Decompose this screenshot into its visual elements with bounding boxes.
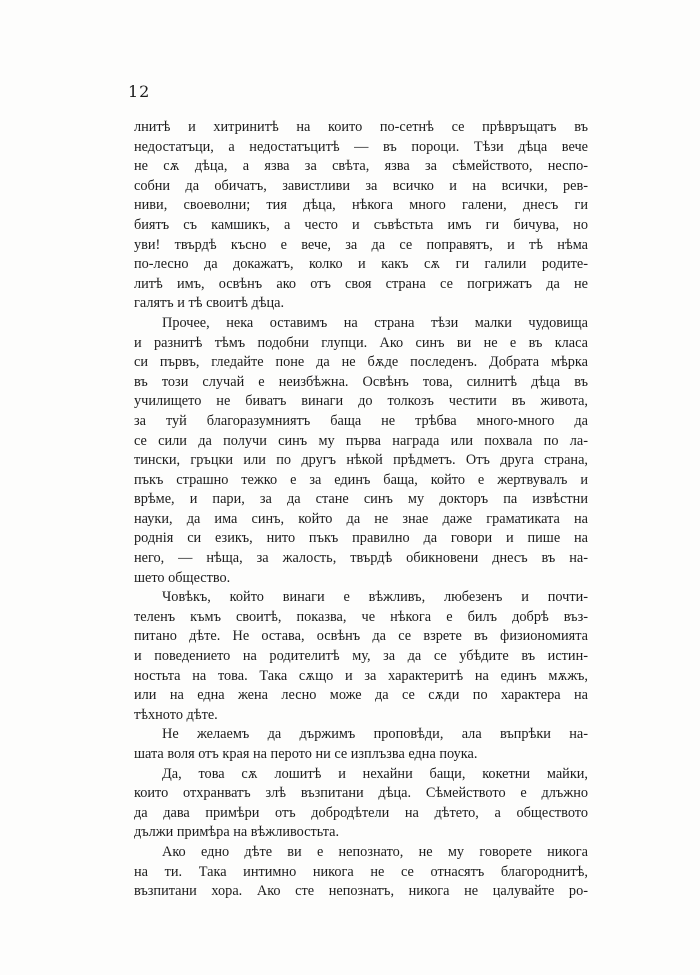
text-line: да дава примѣри отъ добродѣтели на дѣтето, а обществото [134,804,588,821]
text-line: Човѣкъ, който винаги е вѣжливъ, любезенъ и почти- [162,589,588,606]
text-line: собни да обичатъ, завистливи за всичко и на всички, рев- [134,177,588,194]
paragraph [134,843,588,902]
text-line: галятъ и тѣ своитѣ дѣца. [134,295,285,312]
page-number: 12 [128,82,151,101]
text-line: тински, гръцки или по другъ нѣкой прѣдметъ. Отъ друга страна, [134,452,588,469]
paragraph [134,314,588,588]
text-line: тѣхното дѣте. [134,706,218,723]
text-line: роднія си езикъ, нито пъкъ правилно да говори и пише на [134,530,588,547]
text-line: теленъ къмъ своитѣ, показва, че нѣкога е билъ добрѣ въз- [134,608,588,625]
text-line: които отхранватъ злѣ възпитани дѣца. Сѣмейството е длъжно [134,785,588,802]
text-line: уви! твърдѣ късно е вече, за да се поправятъ, и тѣ нѣма [134,236,588,253]
text-line: врѣме, и пари, за да стане синъ му докторъ па извѣстни [134,491,588,508]
text-line: шата воля отъ края на перото ни се изплъзва една поука. [134,746,478,762]
text-line: ностьта на това. Така сѫщо и за характеритѣ на единъ мѫжъ, [134,667,588,684]
text-line: се сили да получи синъ му първа награда или похвала по ла- [134,432,588,449]
paragraph [134,765,588,843]
text-line: лнитѣ и хитринитѣ на които по-сетнѣ се прѣвръщатъ въ [134,119,588,135]
text-line: не сѫ дѣца, а язва за свѣта, язва за сѣмейството, неспо- [134,158,588,175]
paragraph [134,725,588,764]
text-line: литѣ имъ, освѣнъ ако отъ своя страна се погрижатъ да не [134,275,588,292]
text-line: на ти. Така интимно никога не се отнасятъ благороднитѣ, [134,863,588,880]
text-line: ниви, своеволни; тия дѣца, нѣкога много галени, днесъ ги [134,197,588,214]
text-line: и разнитѣ тѣмъ подобни глупци. Ако синъ ви не е въ класа [134,334,588,351]
text-line: недостатъци, а недостатъцитѣ — въ пороци. Тѣзи дѣца вече [134,138,588,155]
text-line: Да, това сѫ лошитѣ и нехайни бащи, кокетни майки, [162,765,588,782]
text-line: шето общество. [134,569,231,586]
text-line: за туй благоразумниятъ баща не трѣбва много-много да [134,412,588,429]
paragraph [134,118,588,314]
body-text [134,118,588,902]
text-line: възпитани хора. Ако сте непознатъ, никога не цалувайте ро- [134,883,588,900]
text-line: Прочее, нека оставимъ на страна тѣзи малки чудовища [162,314,588,331]
text-line: и поведението на родителитѣ му, за да се убѣдите въ истин- [134,648,588,665]
text-line: училището не биватъ винаги до толкозъ честити въ живота, [134,393,588,410]
text-line: си първъ, гледайте поне да не бѫде последенъ. Добрата мѣрка [134,354,588,371]
text-line: дължи примѣра на вѣжливостьта. [134,824,340,841]
text-line: пъкъ страшно тежко е за единъ баща, който е жертвувалъ и [134,471,588,488]
text-line: въ този случай е неизбѣжна. Освѣнъ това, силнитѣ дѣца въ [134,373,588,390]
text-line: питано дѣте. Не остава, освѣнъ да се взрете въ физиономията [134,628,588,645]
paragraph [134,588,588,725]
text-line: науки, да има синъ, който да не знае даже граматиката на [134,510,588,527]
text-line: или на една жена лесно може да се сѫди по характера на [134,687,588,704]
text-line: Ако едно дѣте ви е непознато, не му говорете никога [162,843,588,860]
text-line: по-лесно да докажатъ, колко и какъ сѫ ги галили родите- [134,256,588,273]
text-line: Не желаемъ да държимъ проповѣди, ала въпрѣки на- [162,726,588,743]
text-line: биятъ съ камшикъ, а често и съвѣстьта имъ ги бичува, но [134,216,588,233]
text-line: него, — нѣща, за жалость, твърдѣ обикновени днесъ въ на- [134,550,588,567]
